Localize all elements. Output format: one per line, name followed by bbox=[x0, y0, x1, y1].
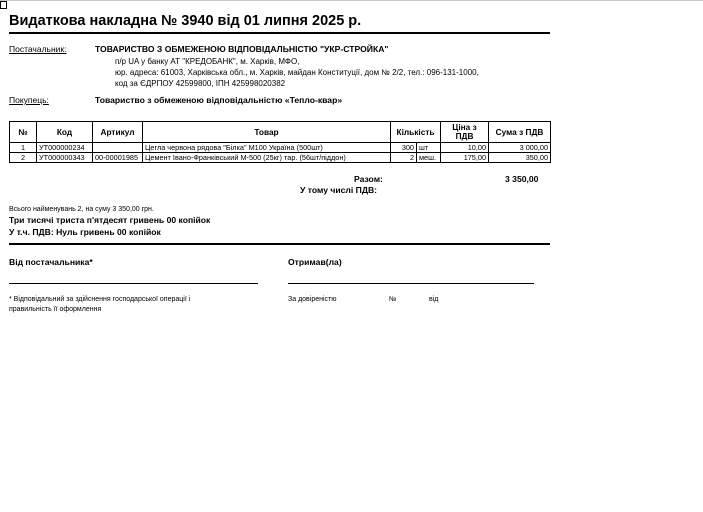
title-underline bbox=[9, 32, 550, 34]
row-sum: 350,00 bbox=[489, 153, 551, 163]
proxy-label: За довіреністю bbox=[288, 296, 337, 303]
row-sum: 3 000,00 bbox=[489, 143, 551, 153]
received-label: Отримав(ла) bbox=[288, 257, 342, 267]
summary-divider bbox=[9, 243, 550, 245]
items-table bbox=[9, 121, 551, 163]
table-header-row bbox=[10, 122, 551, 143]
header-product: Товар bbox=[143, 122, 391, 143]
vat-label: У тому числі ПДВ: bbox=[300, 185, 378, 195]
row-qty: 300 bbox=[391, 143, 417, 153]
table-row bbox=[10, 143, 551, 153]
total-value: 3 350,00 bbox=[505, 174, 539, 184]
row-no: 2 bbox=[10, 153, 37, 163]
total-label: Разом: bbox=[354, 174, 383, 184]
row-code: УТ000000234 bbox=[37, 143, 93, 153]
items-count-line: Всього найменувань 2, на суму 3 350,00 грн. bbox=[9, 206, 154, 213]
header-sum: Сума з ПДВ bbox=[489, 122, 551, 143]
supplier-name: ТОВАРИСТВО З ОБМЕЖЕНОЮ ВІДПОВІДАЛЬНІСТЮ "УКР-СТРОЙКА" bbox=[95, 44, 389, 54]
proxy-date-label: від bbox=[429, 296, 439, 303]
page-top-border bbox=[0, 0, 703, 1]
row-unit: меш. bbox=[417, 153, 441, 163]
row-qty: 2 bbox=[391, 153, 417, 163]
footnote-line-2: правильність її оформлення bbox=[9, 306, 102, 313]
supplier-address: юр. адреса: 61003, Харківська обл., м. Харків, майдан Конституції, дом № 2/2, тел.: 096-131-1000, bbox=[115, 68, 479, 77]
proxy-number-label: № bbox=[389, 296, 397, 303]
header-code: Код bbox=[37, 122, 93, 143]
header-price: Ціна з ПДВ bbox=[441, 122, 489, 143]
vat-in-words: У т.ч. ПДВ: Нуль гривень 00 копійок bbox=[9, 227, 161, 237]
row-code: УТ000000343 bbox=[37, 153, 93, 163]
page-corner-marker bbox=[0, 1, 7, 9]
row-article bbox=[93, 143, 143, 153]
header-article: Артикул bbox=[93, 122, 143, 143]
row-article: 00-00001985 bbox=[93, 153, 143, 163]
row-unit: шт bbox=[417, 143, 441, 153]
footnote-line-1: * Відповідальний за здійснення господарської операції і bbox=[9, 296, 191, 303]
header-qty: Кількість bbox=[391, 122, 441, 143]
buyer-label: Покупець: bbox=[9, 95, 49, 105]
supplier-bank: п/р UA у банку АТ "КРЕДОБАНК", м. Харків, МФО, bbox=[115, 57, 300, 66]
buyer-name: Товариство з обмеженою відповідальністю «Тепло-квар» bbox=[95, 95, 343, 105]
row-product: Цегла червона рядова "Бiлка" М100 Україна (500шт) bbox=[143, 143, 391, 153]
receiver-signature-line bbox=[288, 283, 534, 284]
row-price: 175,00 bbox=[441, 153, 489, 163]
row-no: 1 bbox=[10, 143, 37, 153]
supplier-signature-line bbox=[9, 283, 258, 284]
amount-in-words: Три тисячі триста п'ятдесят гривень 00 копійок bbox=[9, 215, 211, 225]
from-supplier-label: Від постачальника* bbox=[9, 257, 93, 267]
table-row bbox=[10, 153, 551, 163]
supplier-codes: код за ЄДРПОУ 42599800, ІПН 425998020382 bbox=[115, 79, 286, 88]
invoice-title: Видаткова накладна № 3940 від 01 липня 2025 р. bbox=[9, 13, 362, 29]
header-no: № bbox=[10, 122, 37, 143]
row-product: Цемент Івано-Франківський М-500 (25кг) тар. (56шт/піддон) bbox=[143, 153, 391, 163]
supplier-label: Постачальник: bbox=[9, 44, 67, 54]
row-price: 10,00 bbox=[441, 143, 489, 153]
